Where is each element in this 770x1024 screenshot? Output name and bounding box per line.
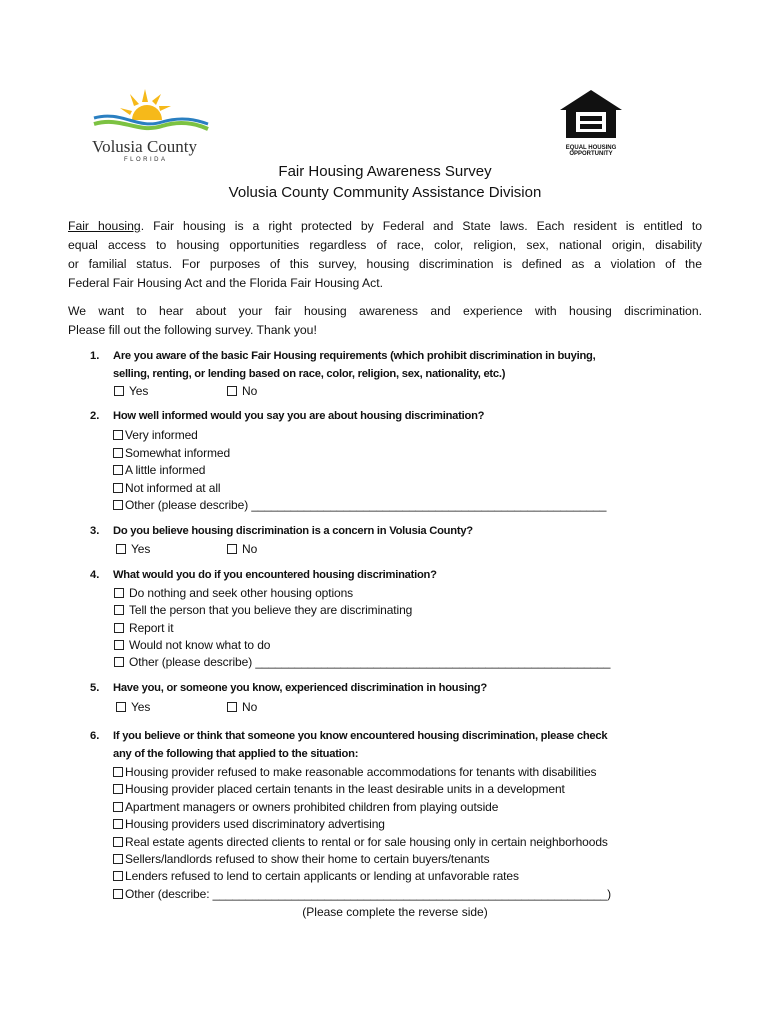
answer-option[interactable] <box>113 765 596 779</box>
option-label: Real estate agents directed clients to rental or for sale housing only in certain neighborhoods <box>125 834 608 849</box>
county-state: FLORIDA <box>124 157 168 163</box>
answer-option[interactable] <box>113 481 220 495</box>
checkbox[interactable] <box>113 871 123 881</box>
question-text: selling, renting, or lending based on race, color, religion, sex, nationality, etc.) <box>113 367 506 380</box>
answer-option[interactable] <box>113 428 198 442</box>
checkbox[interactable] <box>114 657 124 667</box>
answer-option[interactable] <box>113 887 611 901</box>
option-label: Housing provider placed certain tenants in the least desirable units in a development <box>125 782 565 797</box>
question-number: 1. <box>90 350 100 362</box>
answer-option[interactable] <box>114 384 148 398</box>
checkbox[interactable] <box>114 588 124 598</box>
checkbox[interactable] <box>114 623 124 633</box>
answer-option[interactable] <box>227 542 257 556</box>
equal-housing-opportunity-logo <box>558 88 626 158</box>
answer-option[interactable] <box>114 655 610 669</box>
question-text: Have you, or someone you know, experienced discrimination in housing? <box>113 682 487 694</box>
checkbox[interactable] <box>113 448 123 458</box>
option-label: Other (describe: ____________________________________________________________) <box>125 886 611 901</box>
checkbox[interactable] <box>114 605 124 615</box>
answer-option[interactable] <box>113 869 519 883</box>
checkbox[interactable] <box>113 767 123 777</box>
checkbox[interactable] <box>227 386 237 396</box>
option-label: Yes <box>131 700 151 714</box>
question-number: 3. <box>90 525 100 537</box>
intro-line: Federal Fair Housing Act and the Florida Fair Housing Act. <box>68 276 383 290</box>
answer-option[interactable] <box>116 700 150 714</box>
question-text: Are you aware of the basic Fair Housing requirements (which prohibit discrimination in buying, <box>113 350 596 362</box>
checkbox[interactable] <box>113 465 123 475</box>
answer-option[interactable] <box>227 384 257 398</box>
question-text: any of the following that applied to the situation: <box>113 747 359 760</box>
option-label: Yes <box>129 384 149 398</box>
option-label: Housing provider refused to make reasonable accommodations for tenants with disabilities <box>125 765 597 779</box>
answer-option[interactable] <box>113 852 490 866</box>
question-text: Do you believe housing discrimination is a concern in Volusia County? <box>113 525 473 537</box>
answer-option[interactable] <box>113 835 608 849</box>
intro-paragraph-2 <box>68 302 702 340</box>
question-text: If you believe or think that someone you know encountered housing discrimination, please check <box>113 730 608 742</box>
answer-option[interactable] <box>113 782 565 796</box>
page-subtitle: Volusia County Community Assistance Division <box>228 184 542 201</box>
question-number: 4. <box>90 569 100 581</box>
checkbox[interactable] <box>114 386 124 396</box>
option-label: Yes <box>131 542 151 556</box>
option-label: Lenders refused to lend to certain applicants or lending at unfavorable rates <box>125 869 519 884</box>
county-name: Volusia County <box>92 137 198 156</box>
checkbox[interactable] <box>113 837 123 847</box>
option-label: Housing providers used discriminatory advertising <box>125 817 385 832</box>
page-title: Fair Housing Awareness Survey <box>278 163 492 180</box>
checkbox[interactable] <box>116 544 126 554</box>
option-label: Report it <box>129 620 174 635</box>
eho-text: EQUAL HOUSING OPPORTUNITY <box>565 145 617 157</box>
checkbox[interactable] <box>227 544 237 554</box>
answer-option[interactable] <box>116 542 150 556</box>
answer-option[interactable] <box>227 700 257 714</box>
option-label: Other (please describe) ______________________________________________________ <box>129 655 611 670</box>
intro-line: or familial status. For purposes of this survey, housing discrimination is defined as a violation of the <box>68 257 702 271</box>
question-text: How well informed would you say you are about housing discrimination? <box>113 410 485 422</box>
answer-option[interactable] <box>113 463 205 477</box>
intro-line: Please fill out the following survey. Thank you! <box>68 323 317 337</box>
answer-option[interactable] <box>113 800 498 814</box>
option-label: Not informed at all <box>125 480 221 495</box>
intro-line: . Fair housing is a right protected by Federal and State laws. Each resident is entitled to <box>140 219 702 233</box>
checkbox[interactable] <box>113 854 123 864</box>
option-label: Sellers/landlords refused to show their home to certain buyers/tenants <box>125 852 490 866</box>
option-label: No <box>242 700 258 714</box>
checkbox[interactable] <box>113 802 123 812</box>
question-number: 5. <box>90 682 100 694</box>
intro-line: equal access to housing opportunities regardless of race, color, religion, sex, national origin, disability <box>68 238 702 252</box>
checkbox[interactable] <box>114 640 124 650</box>
option-label: No <box>242 542 258 556</box>
option-label: Other (please describe) ______________________________________________________ <box>125 498 607 512</box>
checkbox[interactable] <box>116 702 126 712</box>
checkbox[interactable] <box>113 430 123 440</box>
answer-option[interactable] <box>114 603 412 617</box>
checkbox[interactable] <box>113 889 123 899</box>
answer-option[interactable] <box>113 446 230 460</box>
checkbox[interactable] <box>113 819 123 829</box>
checkbox[interactable] <box>113 500 123 510</box>
volusia-county-logo <box>92 86 210 163</box>
intro-lead: Fair housing <box>68 219 141 233</box>
option-label: Apartment managers or owners prohibited children from playing outside <box>125 799 499 814</box>
option-label: Very informed <box>125 428 198 442</box>
option-label: Tell the person that you believe they are discriminating <box>129 603 413 618</box>
question-number: 6. <box>90 730 100 742</box>
question-text: What would you do if you encountered housing discrimination? <box>113 569 437 581</box>
option-label: A little informed <box>125 463 206 477</box>
answer-option[interactable] <box>114 621 173 635</box>
answer-option[interactable] <box>113 817 385 831</box>
question-number: 2. <box>90 410 100 422</box>
option-label: Would not know what to do <box>129 637 271 652</box>
answer-option[interactable] <box>113 498 606 512</box>
checkbox[interactable] <box>113 784 123 794</box>
checkbox[interactable] <box>227 702 237 712</box>
answer-option[interactable] <box>114 586 353 600</box>
option-label: Somewhat informed <box>125 445 231 460</box>
checkbox[interactable] <box>113 483 123 493</box>
intro-line: We want to hear about your fair housing awareness and experience with housing discrimination. <box>68 304 702 318</box>
answer-option[interactable] <box>114 638 270 652</box>
option-label: Do nothing and seek other housing options <box>129 586 354 600</box>
intro-paragraph <box>68 217 702 293</box>
option-label: No <box>242 384 258 398</box>
footer-note: (Please complete the reverse side) <box>302 905 488 919</box>
